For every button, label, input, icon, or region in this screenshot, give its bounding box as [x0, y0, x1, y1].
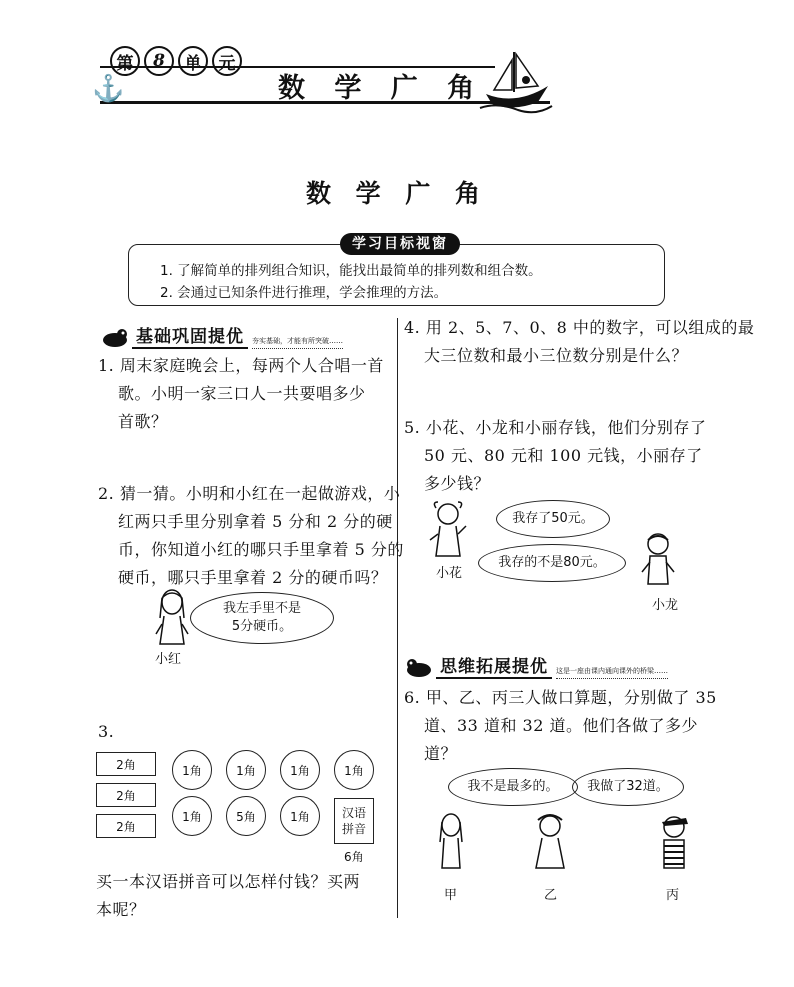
question-line: 道、33 道和 32 道。他们各做了多少: [424, 716, 698, 735]
coin: 1角: [172, 796, 212, 836]
question-line: 首歌？: [118, 412, 168, 431]
question-line: 买一本汉语拼音可以怎样付钱？买两: [96, 872, 361, 891]
section-subtitle: 这是一座由课内通向课外的桥梁……: [556, 666, 668, 679]
coin: 1角: [280, 796, 320, 836]
unit-label: [110, 46, 242, 76]
coin: 5角: [226, 796, 266, 836]
anchor-icon: ⚓: [92, 74, 125, 104]
coin: 1角: [172, 750, 212, 790]
coin: 1角: [334, 750, 374, 790]
person-label: 丙: [666, 888, 680, 903]
girl-figure: [532, 812, 568, 870]
mascot-icon: [100, 327, 130, 349]
person-label: 甲: [444, 888, 458, 903]
question-1: [98, 352, 384, 436]
speech-bubble: 我存的不是80元。: [478, 544, 626, 582]
pinyin-book: [334, 798, 374, 844]
question-line: 50 元、80 元和 100 元钱，小丽存了: [424, 446, 703, 465]
girl-figure: [152, 588, 192, 648]
girl-figure: [434, 812, 468, 870]
question-line: 大三位数和最小三位数分别是什么？: [424, 346, 689, 365]
person-label: 小花: [436, 566, 463, 581]
question-line: 多少钱？: [424, 474, 491, 493]
section-header-basic: [100, 322, 343, 349]
question-3-label: 3.: [98, 722, 115, 741]
question-line: 本呢？: [96, 900, 146, 919]
page-title: 数 学 广 角: [305, 179, 489, 208]
question-line: 歌。小明一家三口人一共要唱多少: [118, 384, 366, 403]
question-5: [404, 414, 706, 498]
question-line: 4. 用 2、5、7、0、8 中的数字，可以组成的最: [404, 318, 755, 337]
section-header-extend: [404, 652, 668, 679]
question-3-text: [96, 868, 360, 924]
section-title: 基础巩固提优: [132, 322, 248, 349]
unit-char: 第: [110, 46, 140, 76]
speech-bubble: 我做了32道。: [572, 768, 684, 806]
goal-item: 1. 了解简单的排列组合知识，能找出最简单的排列数和组合数。: [160, 263, 542, 279]
money-note: 2角: [96, 814, 156, 838]
sailboat-icon: [478, 46, 553, 116]
speech-bubble: [190, 592, 334, 644]
header-title: 数 学 广 角: [278, 73, 485, 104]
question-line: 1. 周末家庭晚会上，每两个人合唱一首: [98, 356, 384, 375]
section-subtitle: 夯实基础，才能有所突破……: [252, 336, 343, 349]
speech-bubble: 我不是最多的。: [448, 768, 578, 806]
book-line: 汉语: [341, 806, 366, 820]
money-note: 2角: [96, 783, 156, 807]
coin: 1角: [280, 750, 320, 790]
person-label: 乙: [544, 888, 558, 903]
boy-figure: [656, 812, 692, 870]
goal-item: 2. 会通过已知条件进行推理，学会推理的方法。: [160, 285, 448, 301]
goals-badge: 学习目标视窗: [340, 233, 460, 255]
boy-figure: [638, 530, 678, 588]
question-4: [404, 314, 754, 370]
question-line: 5. 小花、小龙和小丽存钱，他们分别存了: [404, 418, 707, 437]
person-label: 小红: [155, 652, 182, 667]
question-line: 硬币，哪只手里拿着 2 分的硬币吗？: [118, 568, 388, 587]
money-note: 2角: [96, 752, 156, 776]
question-line: 2. 猜一猜。小明和小红在一起做游戏，小: [98, 484, 401, 503]
person-label: 小龙: [652, 598, 679, 613]
speech-bubble: 我存了50元。: [496, 500, 610, 538]
unit-char: 元: [212, 46, 242, 76]
coin: 1角: [226, 750, 266, 790]
bubble-line: 5分硬币。: [231, 619, 293, 634]
question-line: 币，你知道小红的哪只手里拿着 5 分的: [118, 540, 404, 559]
girl-figure: [428, 500, 468, 560]
question-line: 道？: [424, 744, 458, 763]
unit-number: 8: [144, 46, 174, 76]
question-6: [404, 684, 717, 768]
book-line: 拼音: [341, 822, 366, 836]
section-title: 思维拓展提优: [436, 652, 552, 679]
book-price: 6角: [344, 850, 364, 864]
question-line: 红两只手里分别拿着 5 分和 2 分的硬: [118, 512, 393, 531]
bubble-line: 我左手里不是: [222, 601, 301, 616]
question-2: [98, 480, 404, 592]
mascot-icon: [404, 657, 434, 679]
question-line: 6. 甲、乙、丙三人做口算题，分别做了 35: [404, 688, 717, 707]
unit-char: 单: [178, 46, 208, 76]
column-divider: [397, 318, 398, 918]
